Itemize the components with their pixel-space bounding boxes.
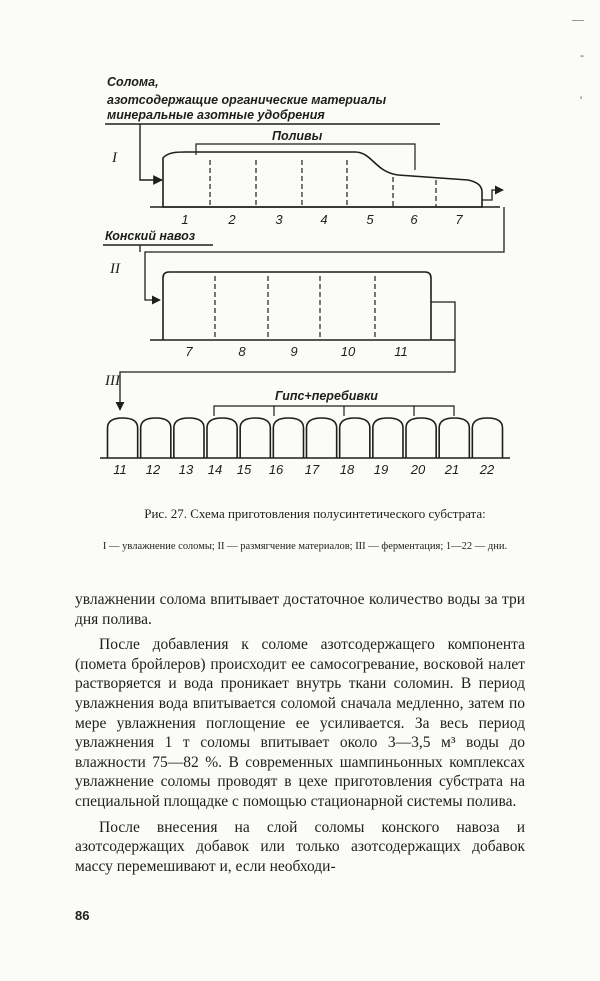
paragraph-1: увлажнении солома впитывает достаточное количество воды за три дня полива. [75,591,525,628]
stage-3-bracket-ticks [274,406,414,416]
header-line-mineral: минеральные азотные удобрения [107,108,325,122]
day-label: 6 [410,212,418,227]
stage-1-input-arrow [140,124,162,180]
day-label: 17 [304,462,320,477]
stage-3-gypsum-label: Гипс+перебивки [275,389,378,403]
fermentation-pile [307,418,337,458]
stage-1-day-labels [181,212,463,227]
fermentation-pile [472,418,502,458]
day-label: 11 [394,344,408,359]
fermentation-pile [207,418,237,458]
stage-1-day-dividers [210,160,436,207]
header-line-straw: Солома, [107,75,159,89]
day-label: 8 [238,344,246,359]
horse-manure-label: Конский навоз [105,229,196,243]
stage-2-day-dividers [215,276,375,340]
day-label: 18 [339,462,355,477]
day-label: 7 [455,212,463,227]
day-label: 9 [290,344,298,359]
fermentation-pile [174,418,204,458]
stage-1-roman: I [112,150,117,166]
day-label: 19 [373,462,389,477]
stage-1-output-arrow [482,190,503,200]
stage-3-roman: III [105,373,120,389]
margin-mark: - [580,48,584,62]
body-text [75,590,525,882]
fermentation-pile [273,418,303,458]
fermentation-pile [240,418,270,458]
paragraph-3: После внесения на слой соломы конского навоза и азотсодержащих добавок или только азотсодержащих добавок массу перемешивают и, если необходи- [75,818,525,875]
fermentation-pile [141,418,171,458]
day-label: 4 [320,212,328,227]
page-number: 86 [75,908,90,923]
stage-2-day-labels [185,344,407,359]
day-label: 15 [236,462,252,477]
header-line-organic: азотсодержащие органические материалы [107,93,387,107]
day-label: 1 [181,212,189,227]
stage-1-watering-label: Поливы [272,129,323,143]
margin-mark: — [572,12,584,26]
paragraph-2: После добавления к соломе азотсодержащего компонента (помета бройлеров) происходит ее самосогревание, восковой налет растворяется и вода проникает внутрь ткани соломин. В период увлажнения вода впитывается соломой сначала медленно, затем по мере увлажнения поглощение ее усиливается. За весь период увлажнения 1 т соломы впитывает около 3—3,5 м³ воды до влажности 75—82 %. В современных шампиньонных комплексах увлажнение соломы проводят в цехе приготовления субстрата на специальной площадке с помощью стационарной системы полива. [75,636,525,810]
margin-mark: ' [580,93,583,107]
day-label: 5 [366,212,374,227]
figure-legend: I — увлажнение соломы; II — размягчение материалов; III — ферментация; 1—22 — дни. [102,541,508,552]
day-label: 22 [479,462,495,477]
fermentation-pile [340,418,370,458]
figure-caption: Рис. 27. Схема приготовления полусинтетического субстрата: [144,506,486,521]
stage-3-day-labels [113,462,495,477]
stage-1-watering-bracket [196,144,415,170]
day-label: 13 [178,462,194,477]
stage-1-pile [163,152,482,207]
day-label: 2 [228,212,236,227]
stage-3-piles [108,418,503,458]
fermentation-pile [108,418,138,458]
stage-2-pile [163,272,431,340]
stage-2-roman: II [110,261,120,277]
fermentation-pile [373,418,403,458]
fermentation-pile [439,418,469,458]
day-label: 14 [207,462,223,477]
day-label: 21 [444,462,460,477]
day-label: 3 [275,212,283,227]
day-label: 12 [145,462,161,477]
fermentation-pile [406,418,436,458]
day-label: 20 [410,462,426,477]
day-label: 16 [268,462,284,477]
day-label: 10 [340,344,356,359]
stage-3-bracket [214,406,454,416]
day-label: 7 [185,344,193,359]
day-label: 11 [113,462,127,477]
